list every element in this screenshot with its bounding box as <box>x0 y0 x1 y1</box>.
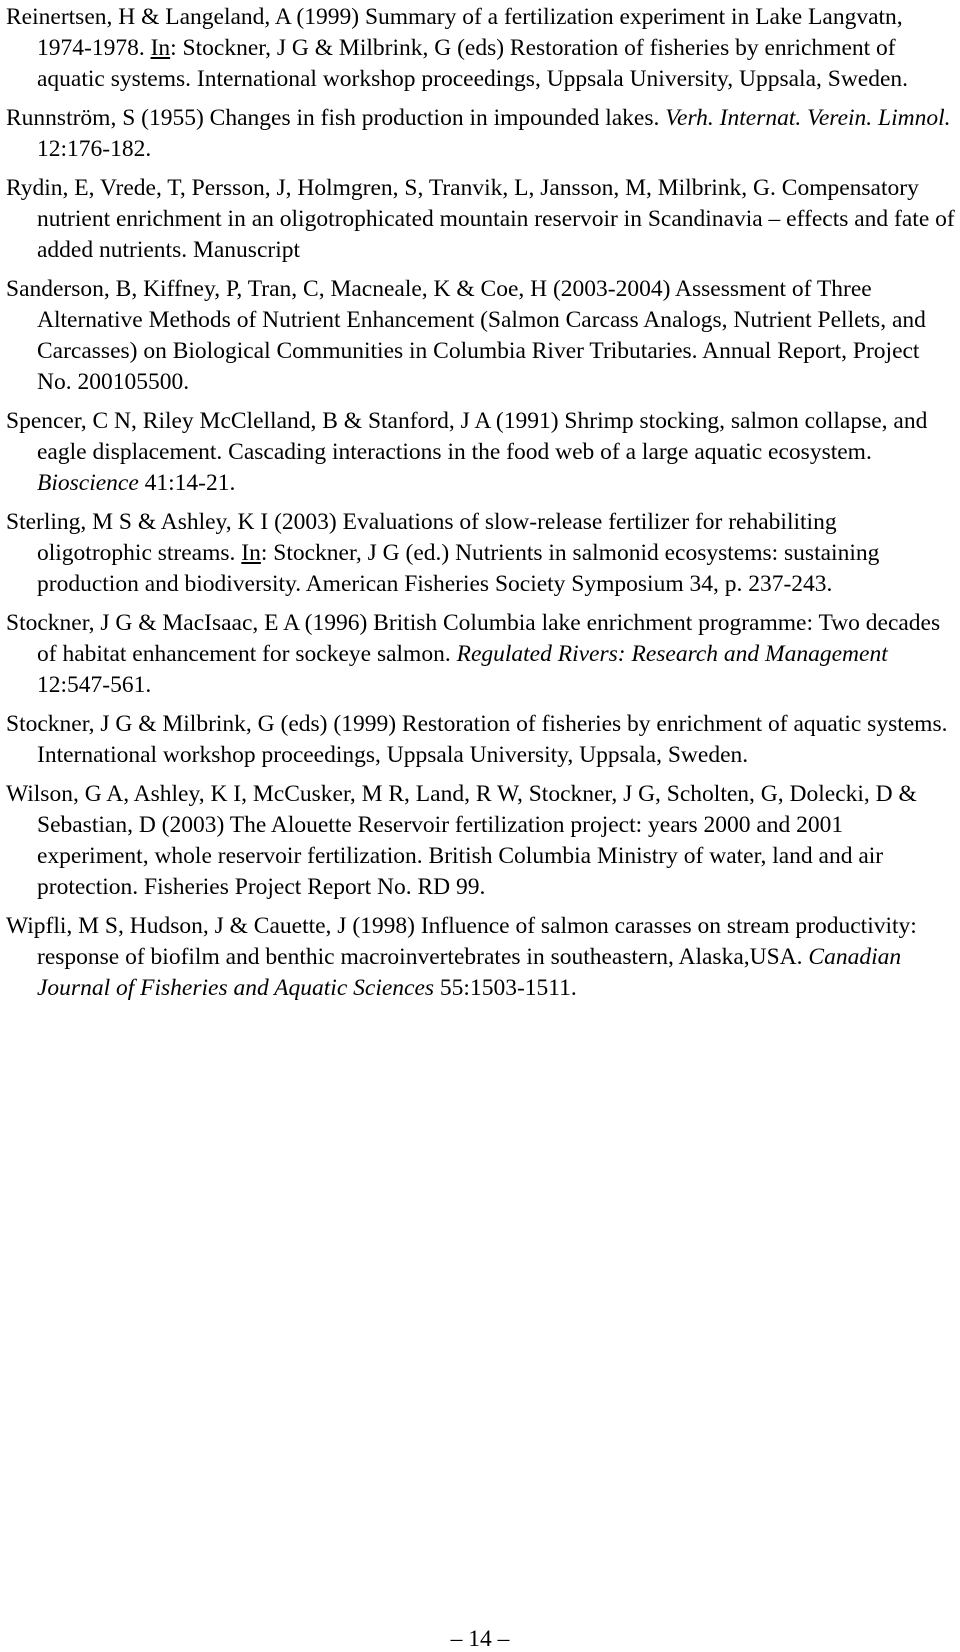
reference-text: Wipfli, M S, Hudson, J & Cauette, J (1998) Influence of salmon carasses on stream productivity: response of biofilm and benthic macroinvertebrates in southeastern, Alaska,USA. <box>6 913 917 970</box>
reference-in-marker: In <box>241 540 261 566</box>
reference-text: Wilson, G A, Ashley, K I, McCusker, M R, Land, R W, Stockner, J G, Scholten, G, Dolecki, D & Sebastian, D (2003) The Alouette Reservoir fertilization project: years 2000 and 2001 experiment, whole reservoir fertilization. British Columbia Ministry of water, land and air protection. Fisheries Project Report No. RD 99. <box>6 781 917 900</box>
reference-entry <box>6 2 956 95</box>
reference-text: Rydin, E, Vrede, T, Persson, J, Holmgren, S, Tranvik, L, Jansson, M, Milbrink, G. Compensatory nutrient enrichment in an oligotrophicated mountain reservoir in Scandinavia – effects and fate of added nutrients. Manuscript <box>6 175 955 263</box>
reference-text: Stockner, J G & MacIsaac, E A (1996) British Columbia lake enrichment programme: Two decades of habitat enhancement for sockeye salmon. <box>6 610 941 667</box>
reference-entry <box>6 709 956 771</box>
reference-in-marker: In <box>150 35 171 61</box>
reference-text: Reinertsen, H & Langeland, A (1999) Summary of a fertilization experiment in Lake Langvatn, 1974-1978. <box>6 4 903 61</box>
reference-text: 55:1503-1511. <box>434 975 577 1001</box>
reference-text: Sterling, M S & Ashley, K I (2003) Evaluations of slow-release fertilizer for rehabiliting oligotrophic streams. <box>6 509 837 566</box>
reference-text: 12:176-182. <box>37 136 152 162</box>
reference-list <box>6 2 956 1012</box>
reference-entry <box>6 911 956 1004</box>
reference-journal-title: Regulated Rivers: Research and Management <box>456 641 888 667</box>
reference-entry <box>6 173 956 266</box>
reference-text: 41:14-21. <box>138 470 236 496</box>
reference-text: Runnström, S (1955) Changes in fish production in impounded lakes. <box>6 105 666 131</box>
reference-text: : Stockner, J G (ed.) Nutrients in salmonid ecosystems: sustaining production and biodiversity. American Fisheries Society Symposium 34, p. 237-243. <box>37 540 880 597</box>
reference-text: Stockner, J G & Milbrink, G (eds) (1999) Restoration of fisheries by enrichment of aquatic systems. International workshop proceedings, Uppsala University, Uppsala, Sweden. <box>6 711 948 768</box>
reference-journal-title: Bioscience <box>37 470 139 496</box>
reference-text: 12:547-561. <box>37 672 152 698</box>
reference-text: Spencer, C N, Riley McClelland, B & Stanford, J A (1991) Shrimp stocking, salmon collapse, and eagle displacement. Cascading interactions in the food web of a large aquatic ecosystem. <box>6 408 928 465</box>
reference-journal-title: Canadian Journal of Fisheries and Aquatic Sciences <box>37 944 902 1001</box>
reference-entry <box>6 779 956 903</box>
reference-entry <box>6 274 956 398</box>
reference-entry <box>6 507 956 600</box>
reference-journal-title: Verh. Internat. Verein. Limnol. <box>665 105 951 131</box>
reference-entry <box>6 608 956 701</box>
reference-entry <box>6 406 956 499</box>
reference-text: Sanderson, B, Kiffney, P, Tran, C, Macneale, K & Coe, H (2003-2004) Assessment of Three Alternative Methods of Nutrient Enhancement (Salmon Carcass Analogs, Nutrient Pellets, and Carcasses) on Biological Communities in Columbia River Tributaries. Annual Report, Project No. 200105500. <box>6 276 926 395</box>
page-number: – 14 – <box>450 1626 510 1652</box>
reference-text: : Stockner, J G & Milbrink, G (eds) Restoration of fisheries by enrichment of aquatic systems. International workshop proceedings, Uppsala University, Uppsala, Sweden. <box>37 35 909 92</box>
reference-entry <box>6 103 956 165</box>
